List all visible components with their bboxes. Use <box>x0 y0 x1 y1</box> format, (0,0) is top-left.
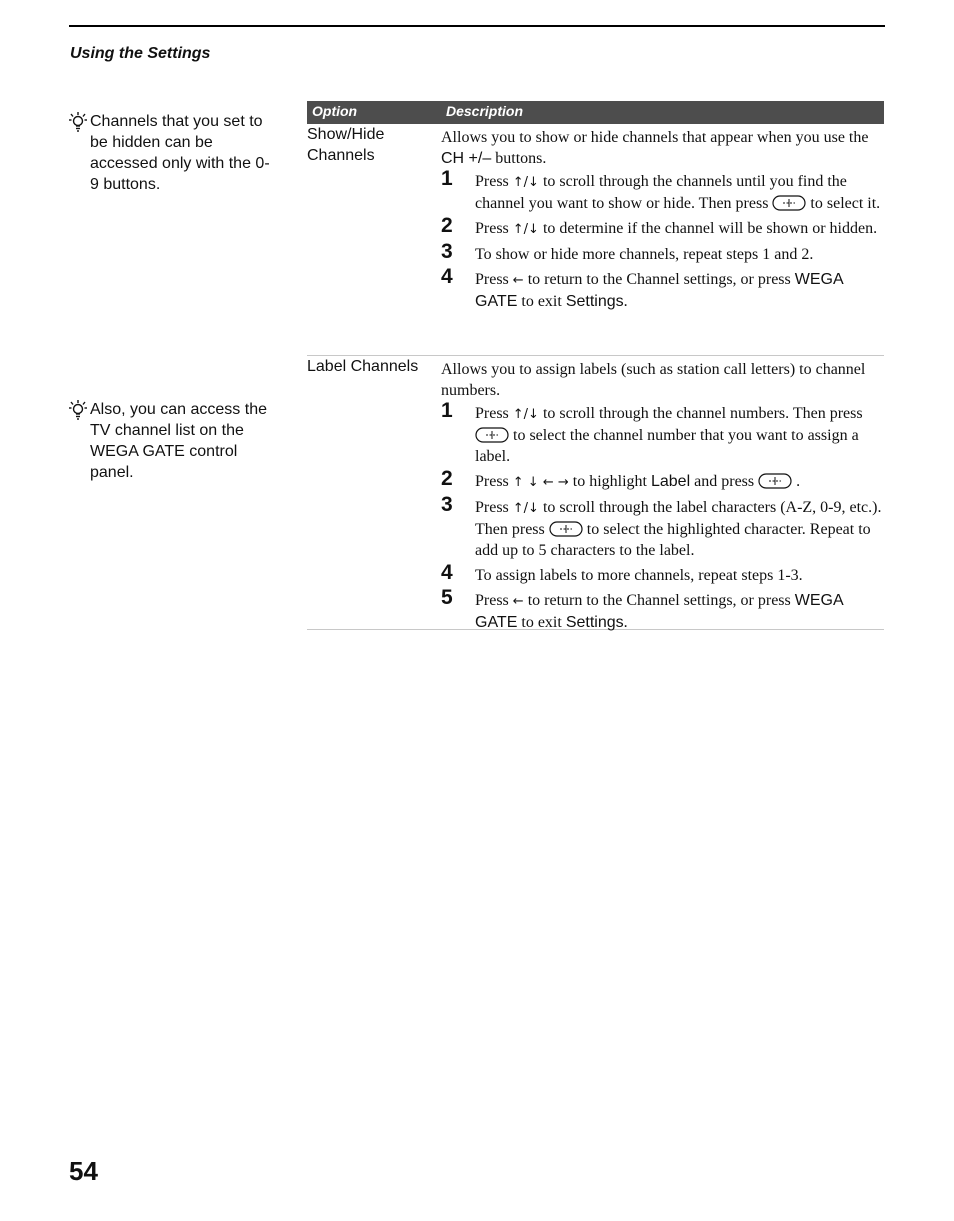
table-row <box>307 124 884 356</box>
step-number: 4 <box>441 265 453 288</box>
joystick-button-icon <box>549 521 583 537</box>
arrow-buttons-icon: ↑/↓ <box>512 175 539 190</box>
joystick-button-icon <box>475 427 509 443</box>
arrow-buttons-icon: ↑/↓ <box>512 222 539 237</box>
step-number: 5 <box>441 586 453 609</box>
arrow-buttons-icon: ↑/↓ <box>512 501 539 516</box>
step-item: 4 To assign labels to more channels, repeat steps 1-3. <box>441 561 803 584</box>
section-title: Using the Settings <box>70 45 211 62</box>
tip-text: Also, you can access the TV channel list on the WEGA GATE control panel. <box>90 401 267 481</box>
step-number: 1 <box>441 399 453 422</box>
lightbulb-icon <box>68 399 88 420</box>
step-item: 1 Press ↑/↓ to scroll through the channels until you find the channel you want to show or hide. Then press to select it. <box>441 167 881 212</box>
step-item: 2 Press ↑ ↓ ← → to highlight Label and press . <box>441 467 801 490</box>
tip-note <box>68 399 278 483</box>
tip-note <box>68 111 278 195</box>
step-number: 2 <box>441 214 453 237</box>
table-header <box>307 101 884 124</box>
arrow-buttons-icon: ↑ ↓ ← → <box>512 475 569 490</box>
option-name: Show/Hide Channels <box>307 126 385 164</box>
step-item: 2 Press ↑/↓ to determine if the channel will be shown or hidden. <box>441 214 878 237</box>
header-rule <box>69 25 885 27</box>
joystick-button-icon <box>758 473 792 489</box>
arrow-buttons-icon: ↑/↓ <box>512 407 539 422</box>
left-arrow-icon: ← <box>512 273 524 288</box>
table-row <box>307 356 884 630</box>
option-name: Label Channels <box>307 358 419 375</box>
step-number: 3 <box>441 493 453 516</box>
step-item: 4 Press ← to return to the Channel settings, or press WEGA GATE to exit Settings. <box>441 265 843 310</box>
description-intro: Allows you to assign labels (such as station call letters) to channel numbers. <box>441 361 866 399</box>
step-number: 3 <box>441 240 453 263</box>
step-number: 4 <box>441 561 453 584</box>
left-arrow-icon: ← <box>512 594 524 609</box>
step-item: 1 Press ↑/↓ to scroll through the channel numbers. Then press to select the channel number that you want to assign a label. <box>441 399 863 465</box>
option-description <box>441 127 884 312</box>
step-item: 5 Press ← to return to the Channel settings, or press WEGA GATE to exit Settings. <box>441 586 843 631</box>
step-item: 3 To show or hide more channels, repeat steps 1 and 2. <box>441 240 814 263</box>
page-number: 54 <box>69 1156 98 1186</box>
settings-table <box>307 101 884 630</box>
lightbulb-icon <box>68 111 88 132</box>
step-number: 1 <box>441 167 453 190</box>
joystick-button-icon <box>772 195 806 211</box>
tip-text: Channels that you set to be hidden can be accessed only with the 0-9 buttons. <box>90 113 270 193</box>
column-header-description: Description <box>446 103 524 119</box>
step-number: 2 <box>441 467 453 490</box>
description-intro: Allows you to show or hide channels that appear when you use the CH +/– buttons. <box>441 129 869 167</box>
step-item: 3 Press ↑/↓ to scroll through the label characters (A-Z, 0-9, etc.). Then press to select the highlighted character. Repeat to add up to 5 characters to the label. <box>441 493 882 559</box>
option-description <box>441 359 884 633</box>
column-header-option: Option <box>312 103 358 119</box>
